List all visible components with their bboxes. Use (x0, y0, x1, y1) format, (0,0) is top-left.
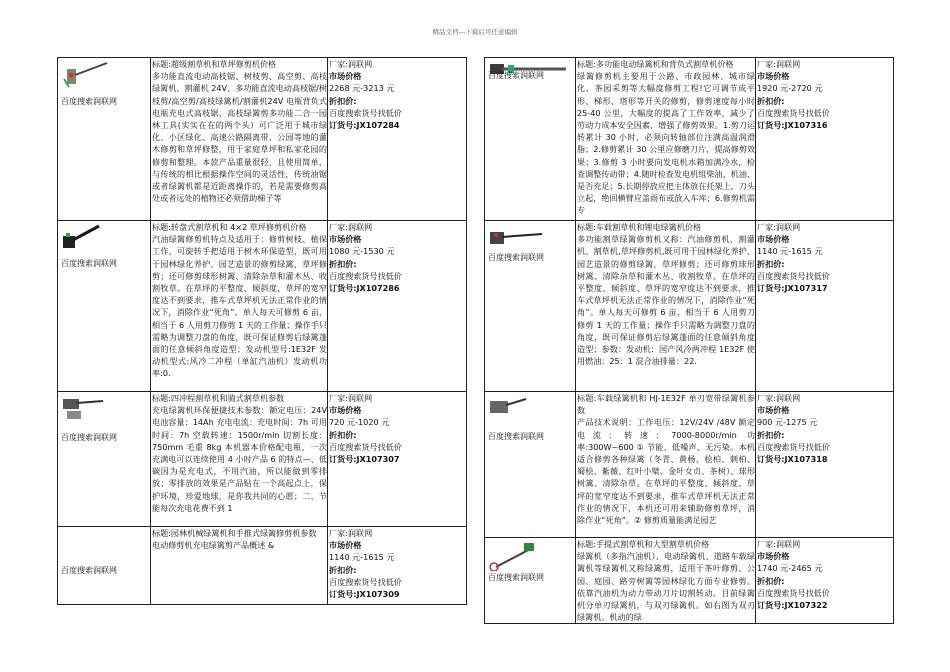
market-price-label: 市场价格 (757, 551, 790, 562)
vehicle-trimmer-photo (488, 395, 528, 417)
product-row (485, 392, 894, 538)
product-description-cell (576, 392, 756, 538)
product-table-left (57, 57, 467, 605)
market-price-label: 市场价格 (757, 234, 790, 245)
image-caption: 百度搜索润联网 (488, 573, 544, 582)
discount-label: 折扣价: (329, 95, 357, 106)
search-hint: 百度搜索货号找低价 (329, 576, 402, 587)
gas-trimmer-photo (488, 224, 544, 248)
vendor-label: 厂家:润联网 (757, 393, 801, 403)
product-title: 标题:转盘式割草机和 4×2 草坪修剪机价格 (152, 222, 307, 232)
discount-label: 折扣价: (757, 575, 785, 586)
product-price-cell (328, 527, 467, 605)
product-title: 标题:四冲程割草机和骑式割草机参数 (152, 393, 285, 403)
market-price-label: 市场价格 (329, 234, 362, 245)
order-code: 订货号:JX107284 (329, 120, 400, 131)
product-description-cell (576, 221, 756, 392)
product-price-cell (328, 392, 467, 527)
product-description: 多功能割草绿篱修剪机又称：汽油修剪机，割灌机、割草机,草坪修剪机,既可用于园林绿化养护、园艺造景的修剪绿篱，草坪修剪；还可修剪球形树篱、清除杂草和灌木丛、收割牧草。在草坪的平整度、倾斜度、草坪的宽窄度达不到要求，推车式草坪机无法正常作业的情况下，消除作业“死角”。单人每天可修剪 6 亩，相当于 6 人用剪刀修剪 1 天的工作量；操作手只需略为调整刀盘的角度，既可保证修剪后绿篱蓬面的任意倾斜角度造型；参数：发动机：国产风冷两冲程 1E32F 使用燃油：25：1 混合油排量：22. (577, 234, 755, 367)
hedge-trimmer-photo (61, 61, 111, 89)
order-code: 订货号:JX107317 (757, 283, 828, 294)
product-price-cell (756, 58, 894, 221)
brush-cutter-photo (488, 541, 538, 571)
product-description: 汽油绿篱修剪机特点及适用于：修剪树枝、植保工作，可旋转手把适用于树木环保造型，既可用于园林绿化养护、园艺造景的修剪绿篱，草坪修剪；还可修剪球形树篱、清除杂草和灌木丛、收割牧草。在草坪的平整度、倾斜度、草坪的宽窄度达不到要求，推车式草坪机无法正常作业的情况下，消除作业“死角”。单人每天可修剪 6 亩，相当于 6 人用剪刀修剪 1 天的工作量；操作手只需略为调整刀盘的角度，既可保证修剪后绿篱蓬面的任意倾斜角度造型；发动机型号:1E32F 发动机型式:风冷二冲程（单缸汽油机）发动机功率:0. (152, 234, 327, 379)
market-price-label: 市场价格 (329, 540, 362, 551)
vendor-label: 厂家:润联网 (329, 393, 373, 403)
product-title: 标题:超级割草机和草坪修剪机价格 (152, 59, 277, 69)
price-range: 1140 元-1615 元 (757, 246, 823, 257)
product-description-cell (151, 221, 328, 392)
price-range: 1920 元-2720 元 (757, 83, 823, 94)
image-caption: 百度搜索润联网 (488, 432, 544, 441)
product-row (485, 538, 894, 624)
product-row (58, 392, 467, 527)
product-description: 充电绿篱机环保便捷技术参数：额定电压：24V 电池容量：14Ah 充电电流：充电时间：7h 可用时间：7h 空载转速：1500r/min 切割长度：750mm 毛重 8kg 本机器本价格配电瓶，一次充满电可以连续使用 4 小时产品 6 的特点—、低碳因为是充电式，不用汽油，所以能做到零排放；零排放的效果是产品贴在一个高起点上，保护环境，珍爱地球，是你我共同的心愿；二、节能每次充电花费不到 1 (152, 405, 327, 513)
product-description-cell (151, 527, 328, 605)
market-price-label: 市场价格 (757, 405, 790, 416)
discount-label: 折扣价: (757, 95, 785, 106)
product-image-cell (58, 392, 151, 527)
product-row (485, 221, 894, 392)
price-range: 1080 元-1530 元 (329, 246, 395, 257)
product-row (58, 58, 467, 221)
product-image-cell (485, 58, 576, 221)
discount-label: 折扣价: (329, 429, 357, 440)
product-description: 电动修剪机充电绿篱剪产品概述 & (152, 540, 275, 551)
search-hint: 百度搜索货号找低价 (757, 270, 830, 281)
product-table-right (484, 57, 894, 624)
product-image-cell (58, 58, 151, 221)
vendor-label: 厂家:润联网 (329, 222, 373, 232)
gas-trimmer-photo (61, 224, 101, 254)
product-description: 绿篱修剪机主要用于公路、市政园林、城市绿化、茶园采剪等大幅度修剪工程!它可调节成平形、梯形、塔形等开关的修剪，修剪速度每小时 25-40 公里，大幅度的提高了工作效率，减少了劳动力成本安全因素，增强了修剪效果。1.剪刀运转累计 30 小时，必须向转轴部位注满高温润滑脂；2.修剪累计 30 公里应修磨刀片，提高修剪效果；3.修剪 3 小时要向发电机水箱加满冷水，检查调整传动带；4.随时检查发电机组柴油、机油、是否充足；5.长期停放应把主体放在托架上，刀头立起，绝回横臂应盖雨布或放入车库；6.修剪机需专 (577, 71, 755, 216)
price-range: 2268 元-3213 元 (329, 83, 395, 94)
price-range: 900 元-1275 元 (757, 417, 818, 428)
search-hint: 百度搜索货号找低价 (757, 587, 830, 598)
image-caption: 百度搜索润联网 (488, 253, 544, 262)
search-hint: 百度搜索货号找低价 (329, 441, 402, 452)
vendor-label: 厂家:润联网 (329, 59, 373, 69)
search-hint: 百度搜索货号找低价 (757, 441, 830, 452)
page-header: 精品文档---下载后可任意编辑 (432, 28, 518, 36)
product-price-cell (328, 58, 467, 221)
image-caption: 百度搜索润联网 (61, 566, 117, 575)
product-description-cell (151, 58, 328, 221)
product-description: 产品技术说明：工作电压：12V/24V /48V 额定电流：转速：7000-8000r/min 功率:300W~600 ① 节能、低噪声、无污染。本机适合修剪各种绿篱（冬青、黄杨、桧柏、刺柏、蜀桧、紫薇、红叶小檗、金叶女贞、茶树）、球形树篱、清除杂草。在草坪的平整度、倾斜度、草坪的宽窄度达不到要求，推车式草坪机无法正常作业的情况下，本机还可用来辅助修剪草坪，消除作业“死角”。② 修剪质量能满足园艺 (577, 417, 755, 526)
price-range: 720 元-1020 元 (329, 417, 390, 428)
product-description: 多功能直流电动高枝锯、树枝剪、高空剪、高枝绿篱机、割灌机 24V、多功能直流电动高枝锯/树枝剪/高空剪/高枝绿篱机/割灌机24V 电瓶背负式电瓶充电式高枝锯、高枝绿篱剪多功能二合一园林工具(实实在在的两个头）可广泛用于城市绿化、小区绿化、高速公路隔离带、公园等地的灌木修剪和草坪修整，用于家庭草坪和私家花园的修剪和整理。本款产品重量很轻，且使用简单，与传统的相比根据操作空间的灵活性，传统油锯或者绿篱机都是近距离操作的，若是需要修剪高处或者远处的植物还必须借助梯子等 (152, 71, 327, 204)
order-code: 订货号:JX107318 (757, 454, 828, 465)
product-image-cell (485, 538, 576, 624)
product-description: 绿篱机（多指汽油机）、电动绿篱机、道路车载绿篱机等绿篱机又称绿篱剪，适用于茶叶修剪、公园、庭园、路旁树篱等园林绿化方面专业修剪。依靠汽油机为动力带动刀片切割转动。目前绿篱机分单刃绿篱机，与双刃绿篱机。如右图为双刃绿篱机。机动的绿 (577, 551, 755, 623)
order-code: 订货号:JX107309 (329, 589, 400, 600)
vendor-label: 厂家:润联网 (757, 59, 801, 69)
product-image-cell (58, 221, 151, 392)
order-code: 订货号:JX107307 (329, 454, 400, 465)
image-caption: 百度搜索润联网 (488, 71, 544, 80)
product-description-cell (151, 392, 328, 527)
market-price-label: 市场价格 (329, 71, 362, 82)
image-caption: 百度搜索润联网 (61, 259, 117, 268)
discount-label: 折扣价: (757, 258, 785, 269)
product-title: 标题:手提式割草机和大型割草机价格 (577, 539, 710, 549)
image-caption: 百度搜索润联网 (61, 97, 117, 106)
product-price-cell (756, 392, 894, 538)
product-title: 标题:园林机械绿篱机和手推式绿篱修剪机参数 (152, 528, 317, 538)
product-description-cell (576, 538, 756, 624)
order-code: 订货号:JX107322 (757, 600, 828, 611)
product-price-cell (328, 221, 467, 392)
product-image-cell (485, 392, 576, 538)
order-code: 订货号:JX107286 (329, 283, 400, 294)
product-title: 标题:多功能电动绿篱机和背负式割草机价格 (577, 59, 734, 69)
product-row (485, 58, 894, 221)
search-hint: 百度搜索货号找低价 (329, 270, 402, 281)
product-price-cell (756, 538, 894, 624)
discount-label: 折扣价: (329, 564, 357, 575)
price-range: 1140 元-1615 元 (329, 552, 395, 563)
market-price-label: 市场价格 (329, 405, 362, 416)
discount-label: 折扣价: (329, 258, 357, 269)
discount-label: 折扣价: (757, 429, 785, 440)
market-price-label: 市场价格 (757, 71, 790, 82)
vendor-label: 厂家:润联网 (757, 539, 801, 549)
product-description-cell (576, 58, 756, 221)
vendor-label: 厂家:润联网 (757, 222, 801, 232)
price-range: 1740 元-2465 元 (757, 563, 823, 574)
image-caption: 百度搜索润联网 (61, 433, 117, 442)
search-hint: 百度搜索货号找低价 (757, 107, 830, 118)
product-title: 标题:车载割草机和锂电绿篱机价格 (577, 222, 702, 232)
product-row (58, 527, 467, 605)
battery-trimmer-photo (61, 395, 105, 421)
vendor-label: 厂家:润联网 (329, 528, 373, 538)
product-price-cell (756, 221, 894, 392)
search-hint: 百度搜索货号找低价 (329, 107, 402, 118)
order-code: 订货号:JX107316 (757, 120, 828, 131)
product-title: 标题:车载绿篱机和 HJ-1E32F 单刃宽带绿篱机参数 (577, 393, 755, 416)
product-image-cell (58, 527, 151, 605)
product-row (58, 221, 467, 392)
product-image-cell (485, 221, 576, 392)
